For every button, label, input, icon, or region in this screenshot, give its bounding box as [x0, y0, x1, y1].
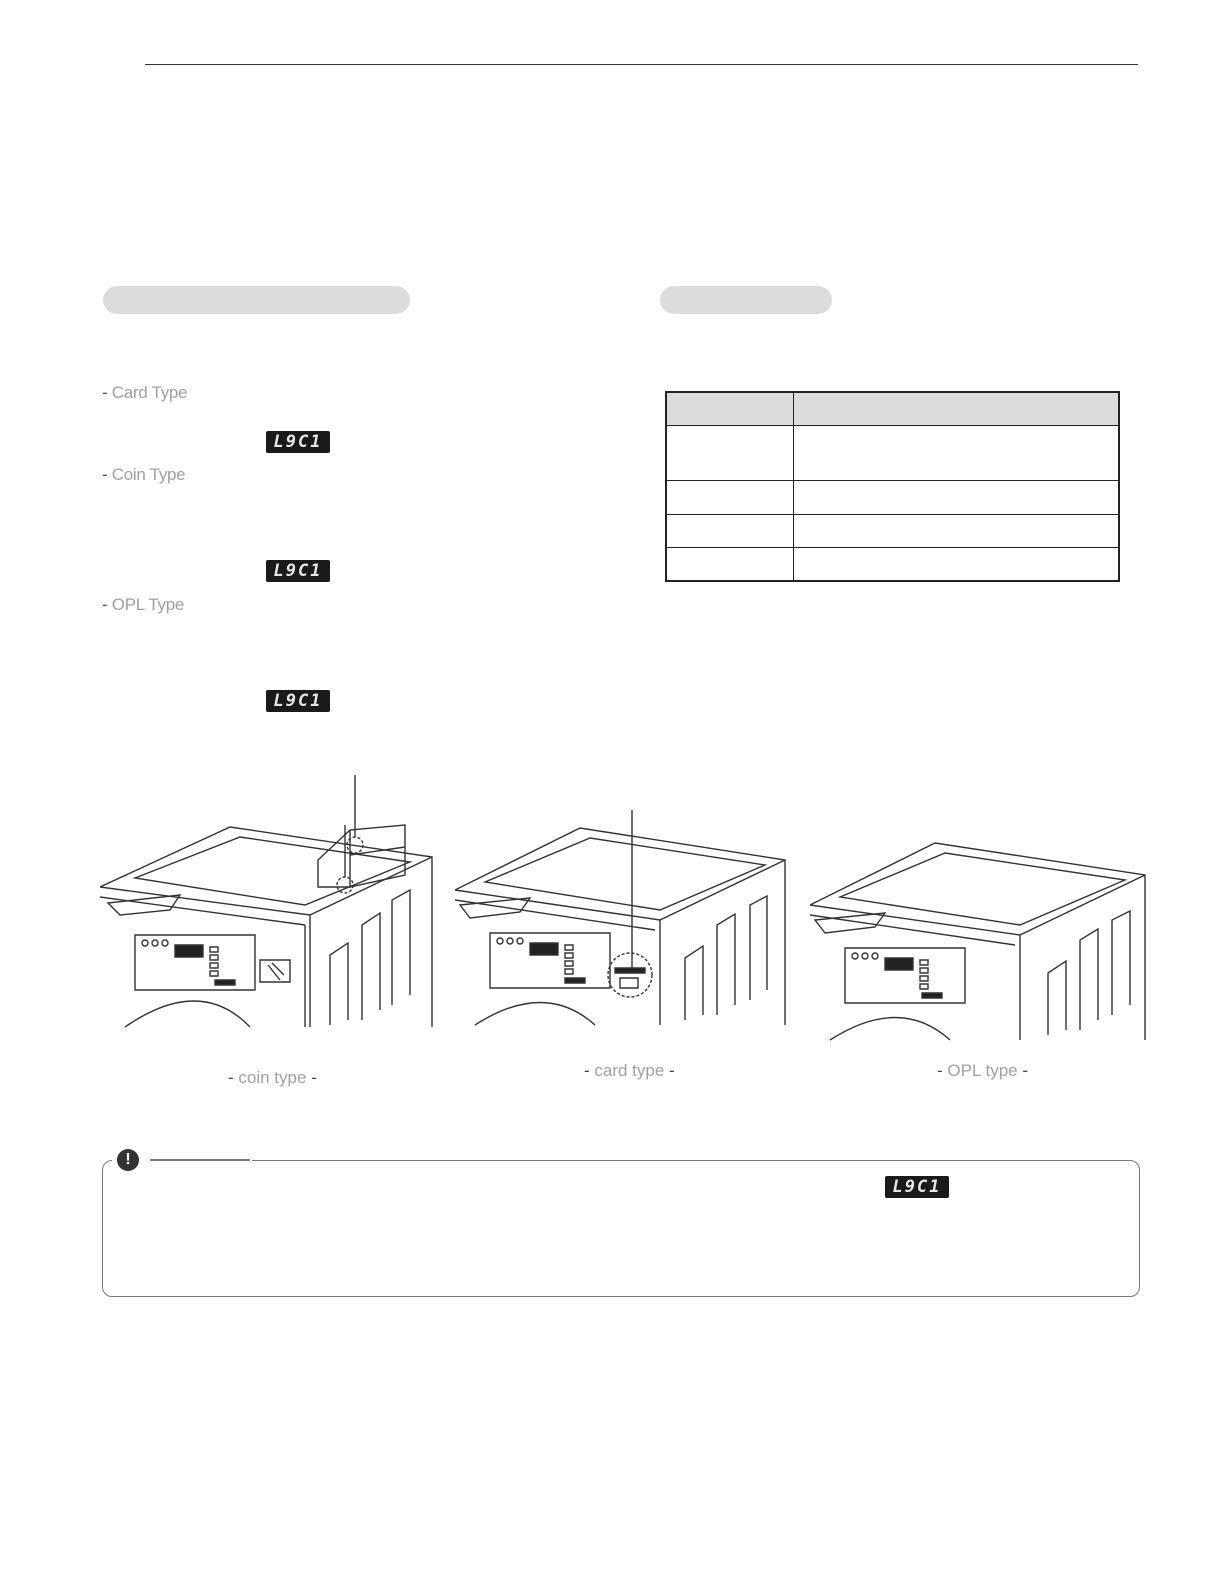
coin-display-code-text: L9C1 [273, 561, 323, 581]
table-cell [666, 481, 794, 515]
note-display-code-text: L9C1 [892, 1177, 942, 1197]
table-cell [794, 481, 1120, 515]
card-display-code-text: L9C1 [273, 432, 323, 452]
table-row [666, 426, 1119, 481]
card-type-machine-illustration [455, 810, 795, 1035]
table-cell [794, 548, 1120, 582]
table-header-cell [794, 392, 1120, 426]
note-display-code [885, 1176, 949, 1198]
opl-type-caption: - OPL type - [937, 1061, 1029, 1080]
coin-type-caption-text: coin type [238, 1068, 307, 1087]
coin-display-code [266, 560, 330, 582]
card-display-code [266, 431, 330, 453]
table-cell [666, 515, 794, 548]
coin-type-label-text: Coin Type [111, 465, 186, 484]
exclamation-icon: ! [117, 1149, 139, 1171]
table-header-row [666, 392, 1119, 426]
table-row [666, 481, 1119, 515]
opl-type-label: - OPL Type [102, 595, 185, 614]
card-type-label: - Card Type [102, 383, 188, 402]
table-row [666, 515, 1119, 548]
top-rule [145, 64, 1138, 65]
table-cell [794, 515, 1120, 548]
table-header-cell [666, 392, 794, 426]
card-type-caption-text: card type [594, 1061, 665, 1080]
card-type-caption: - card type - [584, 1061, 675, 1080]
table-cell [794, 426, 1120, 481]
opl-type-caption-text: OPL type [947, 1061, 1018, 1080]
opl-display-code-text: L9C1 [273, 691, 323, 711]
table-cell [666, 426, 794, 481]
coin-type-machine-illustration [100, 775, 440, 1035]
opl-type-machine-illustration [810, 835, 1155, 1045]
table-cell [666, 548, 794, 582]
coin-type-caption: - coin type - [228, 1068, 317, 1087]
section-header-installation-type [103, 286, 410, 314]
note-box [102, 1160, 1140, 1297]
opl-type-label-text: OPL Type [111, 595, 185, 614]
opl-display-code [266, 690, 330, 712]
note-title-rule [150, 1159, 250, 1161]
table-row [666, 548, 1119, 582]
card-type-label-text: Card Type [111, 383, 188, 402]
section-header-mode-table [660, 286, 832, 314]
mode-table [665, 391, 1120, 582]
coin-type-label: - Coin Type [102, 465, 186, 484]
